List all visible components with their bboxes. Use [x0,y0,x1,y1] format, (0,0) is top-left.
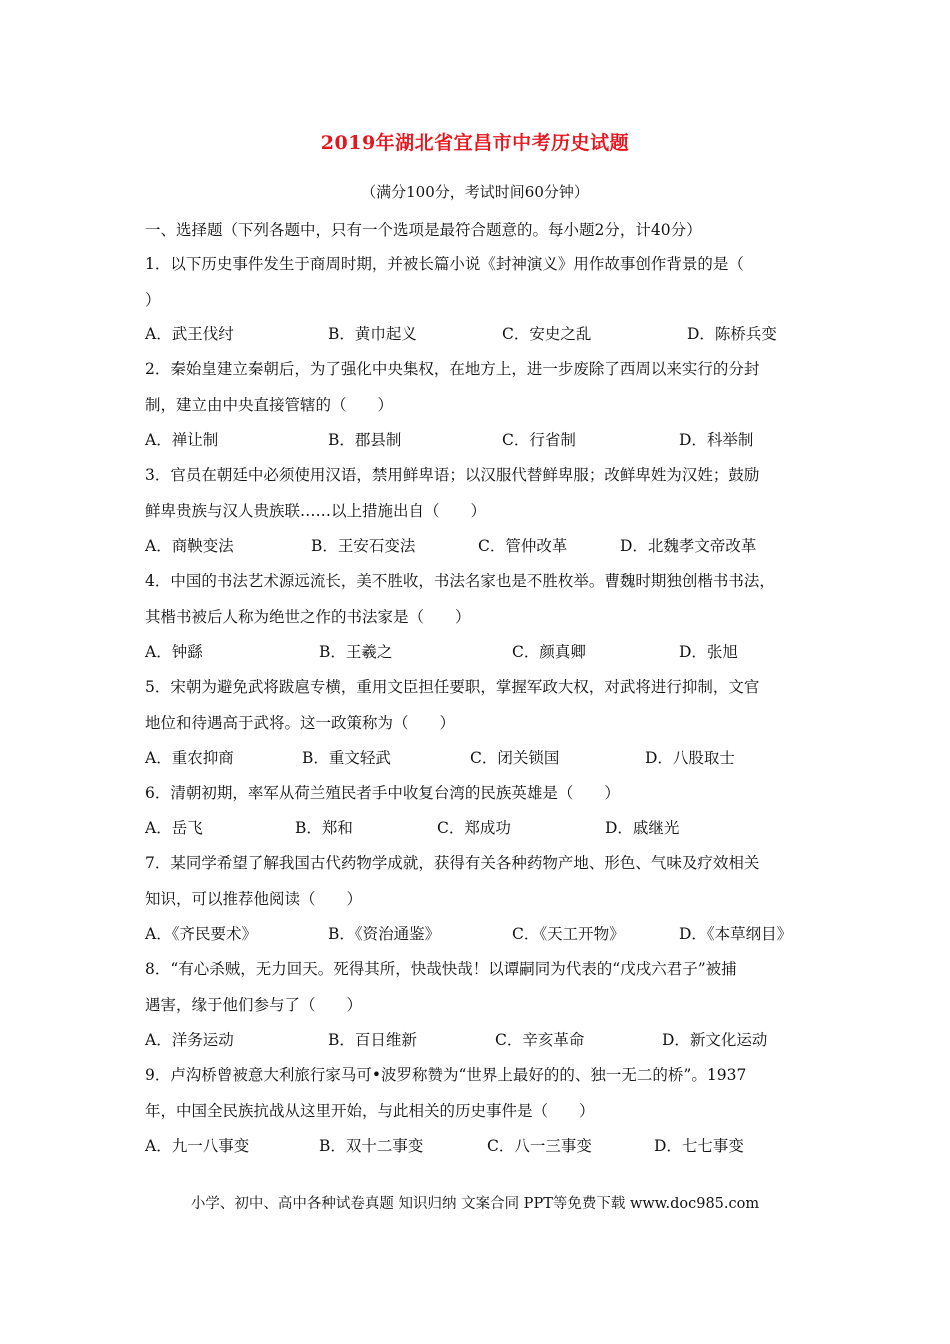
question-1-line-2: ） [145,291,161,309]
option-c: C．安史之乱 [502,325,592,343]
option-c: C．管仲改革 [478,537,568,555]
option-b: B．《资治通鉴》 [328,925,441,943]
option-d: D．北魏孝文帝改革 [620,537,757,555]
option-a: A．武王伐纣 [145,325,234,343]
option-d: D．科举制 [679,431,754,449]
page-footer: 小学、初中、高中各种试卷真题 知识归纳 文案合同 PPT等免费下载 www.doc985.com [190,1196,760,1212]
option-d: D．张旭 [679,643,738,661]
question-8-line-2: 遇害，缘于他们参与了（ ） [145,996,363,1014]
question-2-line-2: 制，建立由中央直接管辖的（ ） [145,396,394,414]
question-9-options [145,1134,825,1156]
option-c: C．辛亥革命 [495,1031,585,1049]
question-6-line-1: 6．清朝初期，率军从荷兰殖民者手中收复台湾的民族英雄是（ ） [145,784,620,802]
option-b: B．王安石变法 [311,537,416,555]
question-8-options [145,1028,825,1050]
section-heading: 一、选择题（下列各题中，只有一个选项是最符合题意的。每小题2分，计40分） [145,221,702,239]
question-5-line-2: 地位和待遇高于武将。这一政策称为（ ） [145,714,456,732]
question-6-options [145,816,825,838]
option-b: B．郑和 [295,819,353,837]
option-c: C．八一三事变 [487,1137,592,1155]
option-b: B．王羲之 [319,643,393,661]
option-d: D．新文化运动 [662,1031,768,1049]
question-4-line-2: 其楷书被后人称为绝世之作的书法家是（ ） [145,608,471,626]
option-d: D．《本草纲目》 [679,925,793,943]
option-d: D．戚继光 [605,819,680,837]
question-5-line-1: 5．宋朝为避免武将跋扈专横，重用文臣担任要职，掌握军政大权，对武将进行抑制，文官 [145,678,760,696]
question-3-options [145,534,825,556]
option-c: C．颜真卿 [512,643,586,661]
question-1-options [145,322,825,344]
option-a: A．《齐民要术》 [145,925,257,943]
question-3-line-1: 3．官员在朝廷中必须使用汉语，禁用鲜卑语；以汉服代替鲜卑服；改鲜卑姓为汉姓；鼓励 [145,466,760,484]
option-a: A．岳飞 [145,819,203,837]
option-c: C．行省制 [502,431,576,449]
question-2-options [145,428,825,450]
question-9-line-2: 年，中国全民族抗战从这里开始，与此相关的历史事件是（ ） [145,1102,595,1120]
option-b: B．百日维新 [328,1031,417,1049]
question-5-options [145,746,825,768]
question-8-line-1: 8．“有心杀贼，无力回天。死得其所，快哉快哉！以谭嗣同为代表的“戊戌六君子”被捕 [145,960,737,978]
option-a: A．禅让制 [145,431,219,449]
option-c: C．《天工开物》 [512,925,625,943]
option-a: A．商鞅变法 [145,537,234,555]
question-3-line-2: 鲜卑贵族与汉人贵族联……以上措施出自（ ） [145,502,487,520]
option-a: A．洋务运动 [145,1031,234,1049]
option-c: C．闭关锁国 [470,749,560,767]
option-b: B．双十二事变 [319,1137,424,1155]
option-a: A．钟繇 [145,643,203,661]
question-9-line-1: 9．卢沟桥曾被意大利旅行家马可•波罗称赞为“世界上最好的的、独一无二的桥”。1937 [145,1066,747,1084]
question-7-line-2: 知识，可以推荐他阅读（ ） [145,890,363,908]
question-2-line-1: 2．秦始皇建立秦朝后，为了强化中央集权，在地方上，进一步废除了西周以来实行的分封 [145,360,760,378]
option-b: B．重文轻武 [302,749,391,767]
question-7-options [145,922,825,944]
option-b: B．黄巾起义 [328,325,417,343]
question-4-options [145,640,825,662]
option-d: D．八股取士 [645,749,735,767]
question-7-line-1: 7．某同学希望了解我国古代药物学成就，获得有关各种药物产地、形色、气味及疗效相关 [145,854,760,872]
question-4-line-1: 4．中国的书法艺术源远流长，美不胜收，书法名家也是不胜枚举。曹魏时期独创楷书书法， [145,572,775,590]
exam-info: （满分100分，考试时间60分钟） [361,183,589,201]
option-c: C．郑成功 [437,819,511,837]
page-title: 2019年湖北省宜昌市中考历史试题 [320,132,630,154]
option-d: D．陈桥兵变 [687,325,777,343]
option-d: D．七七事变 [654,1137,744,1155]
option-a: A．重农抑商 [145,749,234,767]
option-a: A．九一八事变 [145,1137,250,1155]
option-b: B．郡县制 [328,431,402,449]
question-1-line-1: 1．以下历史事件发生于商周时期，并被长篇小说《封神演义》用作故事创作背景的是（ [145,255,744,273]
